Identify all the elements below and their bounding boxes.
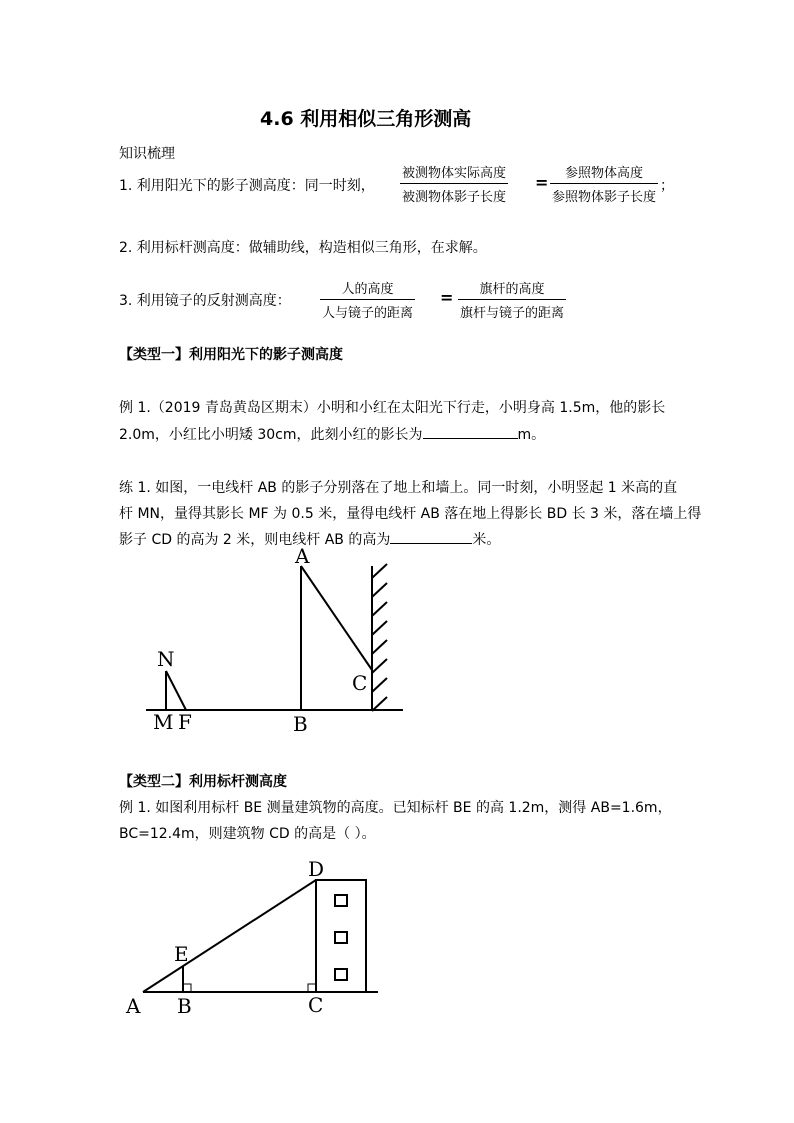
label-m: M (153, 710, 174, 734)
fraction-denominator: 被测物体影子长度 (402, 190, 507, 205)
label-d: D (308, 857, 325, 881)
semicolon: ； (660, 178, 674, 194)
building-window (335, 932, 347, 943)
knowledge-item-3-label: 3. 利用镜子的反射测高度： (119, 293, 291, 309)
building-window (335, 969, 347, 980)
fraction-numerator: 旗杆的高度 (479, 282, 545, 297)
section-heading-type1: 【类型一】利用阳光下的影子测高度 (119, 347, 343, 363)
example-1-text: 2.0m，小红比小明矮 30cm，此刻小红的影长为 (119, 427, 423, 443)
example-1-line-1: 例 1.（2019 青岛黄岛区期末）小明和小红在太阳光下行走，小明身高 1.5m，他的影长 (119, 400, 666, 416)
equals-sign: = (535, 173, 549, 192)
type2-example-1-line-1: 例 1. 如图利用标杆 BE 测量建筑物的高度。已知标杆 BE 的高 1.2m，测得 AB=1.6m， (119, 800, 672, 816)
label-e: E (174, 942, 189, 966)
label-a: A (295, 544, 310, 568)
practice-1-line-2: 杆 MN，量得其影长 MF 为 0.5 米，量得电线杆 AB 落在地上得影长 BD 长 3 米，落在墙上得 (119, 506, 702, 522)
knowledge-item-2: 2. 利用标杆测高度：做辅助线，构造相似三角形，在求解。 (119, 240, 487, 256)
type2-example-1-line-2: BC=12.4m，则建筑物 CD 的高是（ ）。 (119, 826, 376, 842)
practice-1-line-1: 练 1. 如图，一电线杆 AB 的影子分别落在了地上和墙上。同一时刻，小明竖起 1 米高的直 (119, 480, 678, 496)
label-c: C (308, 993, 324, 1017)
page-title: 4.6 利用相似三角形测高 (260, 108, 472, 130)
fraction-numerator: 人的高度 (341, 282, 394, 297)
fraction-denominator: 参照物体影子长度 (552, 190, 657, 205)
label-n: N (157, 647, 175, 671)
equals-sign: = (440, 288, 454, 307)
section-heading-knowledge: 知识梳理 (119, 146, 175, 162)
right-angle-mark-c (308, 984, 316, 992)
label-b: B (177, 994, 192, 1018)
unit-text: m。 (517, 427, 546, 443)
building-cd (316, 880, 366, 992)
fraction-numerator: 参照物体高度 (565, 166, 644, 181)
section-heading-type2: 【类型二】利用标杆测高度 (119, 774, 287, 790)
label-f: F (178, 710, 192, 734)
label-c: C (352, 671, 368, 695)
knowledge-item-1-label: 1. 利用阳光下的影子测高度：同一时刻， (119, 178, 375, 194)
fraction-denominator: 旗杆与镜子的距离 (460, 306, 565, 321)
label-a: A (126, 994, 141, 1018)
right-angle-mark-b (183, 984, 191, 992)
label-b: B (293, 712, 308, 736)
practice-1-text: 影子 CD 的高为 2 米，则电线杆 AB 的高为 (119, 532, 391, 548)
fraction-numerator: 被测物体实际高度 (402, 166, 507, 181)
building-window (335, 895, 347, 906)
unit-text: 米。 (472, 532, 501, 548)
sight-line-ad (143, 880, 316, 992)
fraction-denominator: 人与镜子的距离 (322, 306, 414, 321)
